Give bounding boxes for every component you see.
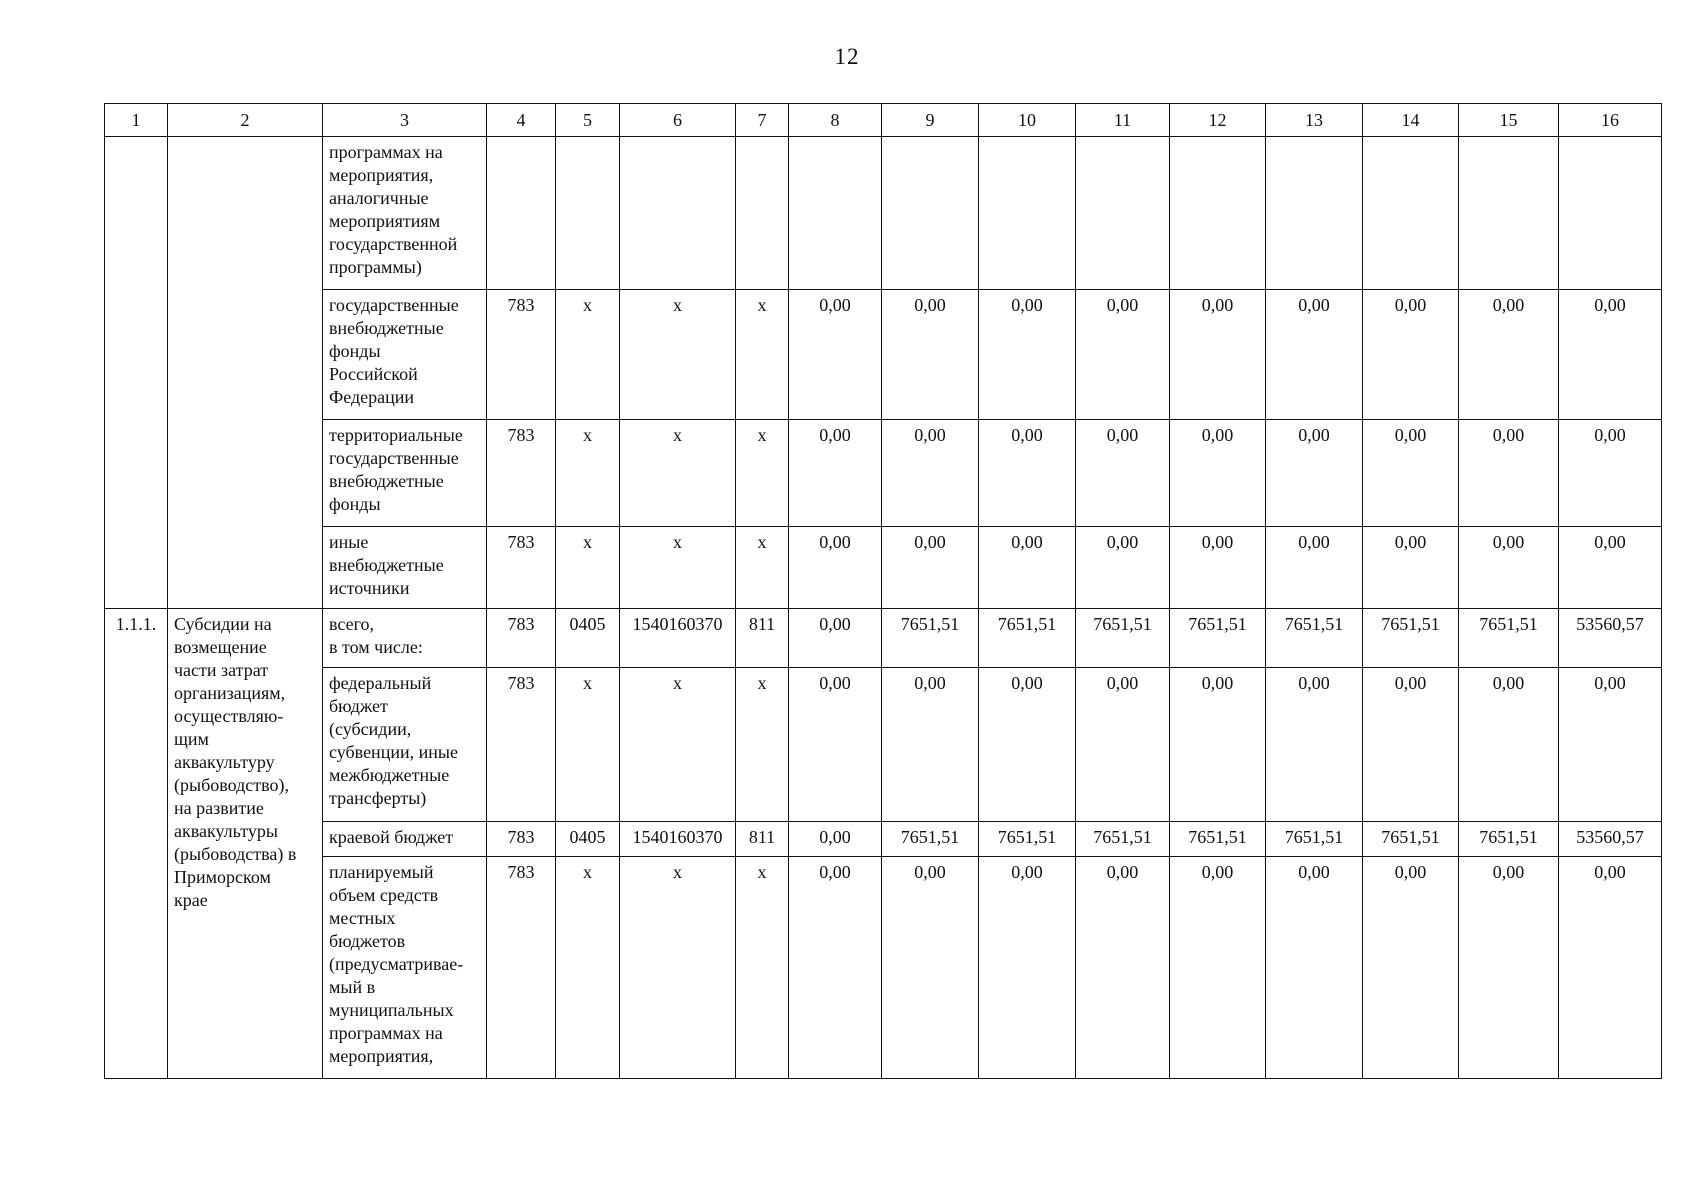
item-code-cell: [105, 137, 168, 609]
item-name-line: осуществляю-: [174, 706, 284, 726]
value-cell-col-5: 0405: [556, 822, 620, 857]
value-cell-col-7: х: [736, 857, 789, 1079]
table-row: [105, 609, 1662, 668]
value-cell-col-13: [1266, 137, 1363, 290]
value-cell-col-13: 0,00: [1266, 668, 1363, 822]
item-name-line: возмещение: [174, 637, 267, 657]
column-number-16: 16: [1559, 104, 1662, 137]
table-row: [105, 290, 1662, 420]
value-cell-col-8: [789, 137, 882, 290]
table-row: [105, 527, 1662, 609]
value-cell-col-14: 7651,51: [1363, 822, 1459, 857]
value-cell-col-9: 7651,51: [882, 822, 979, 857]
value-cell-col-13: 0,00: [1266, 527, 1363, 609]
value-cell-col-7: х: [736, 668, 789, 822]
funding-source-line: трансферты): [329, 788, 427, 808]
funding-source-line: внебюджетные: [329, 555, 444, 575]
funding-source-cell: [323, 420, 487, 527]
value-cell-col-4: 783: [487, 609, 556, 668]
value-cell-col-7: х: [736, 420, 789, 527]
value-cell-col-14: [1363, 137, 1459, 290]
funding-source-line: фонды: [329, 341, 381, 361]
item-name-line: (рыбоводства) в: [174, 844, 297, 864]
value-cell-col-14: 0,00: [1363, 420, 1459, 527]
funding-source-line: (субсидии,: [329, 719, 412, 739]
value-cell-col-12: [1170, 137, 1266, 290]
value-cell-col-5: х: [556, 527, 620, 609]
funding-source-line: иные: [329, 532, 369, 552]
item-name-line: Субсидии на: [174, 614, 272, 634]
funding-source-line: планируемый: [329, 862, 434, 882]
funding-source-line: мероприятиям: [329, 211, 441, 231]
funding-source-line: краевой бюджет: [329, 827, 454, 847]
funding-source-line: Российской: [329, 364, 418, 384]
value-cell-col-15: 7651,51: [1459, 609, 1559, 668]
value-cell-col-16: 0,00: [1559, 668, 1662, 822]
item-name-line: щим: [174, 729, 209, 749]
value-cell-col-5: х: [556, 668, 620, 822]
value-cell-col-4: 783: [487, 420, 556, 527]
value-cell-col-6: х: [620, 668, 736, 822]
value-cell-col-11: 7651,51: [1076, 609, 1170, 668]
column-number-14: 14: [1363, 104, 1459, 137]
value-cell-col-6: [620, 137, 736, 290]
value-cell-col-13: 0,00: [1266, 290, 1363, 420]
value-cell-col-4: 783: [487, 857, 556, 1079]
table-row: [105, 420, 1662, 527]
value-cell-col-5: 0405: [556, 609, 620, 668]
funding-source-line: муниципальных: [329, 1000, 454, 1020]
item-code-cell: 1.1.1.: [105, 609, 168, 1079]
value-cell-col-16: 0,00: [1559, 420, 1662, 527]
value-cell-col-7: х: [736, 290, 789, 420]
funding-source-line: субвенции, иные: [329, 742, 458, 762]
value-cell-col-11: [1076, 137, 1170, 290]
value-cell-col-10: 0,00: [979, 527, 1076, 609]
value-cell-col-8: 0,00: [789, 609, 882, 668]
value-cell-col-8: 0,00: [789, 668, 882, 822]
value-cell-col-10: 0,00: [979, 290, 1076, 420]
value-cell-col-5: х: [556, 290, 620, 420]
funding-source-cell: [323, 137, 487, 290]
value-cell-col-15: 0,00: [1459, 668, 1559, 822]
value-cell-col-4: 783: [487, 290, 556, 420]
column-number-3: 3: [323, 104, 487, 137]
column-number-7: 7: [736, 104, 789, 137]
funding-source-line: мый в: [329, 977, 376, 997]
value-cell-col-9: 0,00: [882, 290, 979, 420]
value-cell-col-4: [487, 137, 556, 290]
value-cell-col-12: 0,00: [1170, 668, 1266, 822]
item-name-line: аквакультуры: [174, 821, 278, 841]
item-name-cell: [168, 137, 323, 609]
value-cell-col-4: 783: [487, 822, 556, 857]
funding-source-cell: [323, 668, 487, 822]
funding-source-cell: [323, 290, 487, 420]
table-row: [105, 822, 1662, 857]
value-cell-col-9: 0,00: [882, 668, 979, 822]
value-cell-col-11: 0,00: [1076, 857, 1170, 1079]
value-cell-col-13: 0,00: [1266, 857, 1363, 1079]
value-cell-col-8: 0,00: [789, 527, 882, 609]
item-name-line: части затрат: [174, 660, 269, 680]
funding-source-line: источники: [329, 578, 410, 598]
funding-source-cell: [323, 609, 487, 668]
table-row: [105, 668, 1662, 822]
column-number-4: 4: [487, 104, 556, 137]
item-name-line: аквакультуру: [174, 752, 275, 772]
funding-source-line: государственные: [329, 295, 459, 315]
funding-source-line: (предусматривае-: [329, 954, 464, 974]
item-name-line: (рыбоводство),: [174, 775, 289, 795]
funding-source-line: программы): [329, 257, 422, 277]
value-cell-col-12: 0,00: [1170, 527, 1266, 609]
table-row: [105, 137, 1662, 290]
funding-source-line: внебюджетные: [329, 471, 444, 491]
value-cell-col-10: 7651,51: [979, 822, 1076, 857]
column-number-5: 5: [556, 104, 620, 137]
value-cell-col-13: 0,00: [1266, 420, 1363, 527]
value-cell-col-16: 53560,57: [1559, 609, 1662, 668]
funding-source-line: территориальные: [329, 425, 463, 445]
value-cell-col-6: х: [620, 290, 736, 420]
value-cell-col-9: [882, 137, 979, 290]
column-number-1: 1: [105, 104, 168, 137]
value-cell-col-9: 0,00: [882, 857, 979, 1079]
funding-source-line: бюджетов: [329, 931, 406, 951]
funding-source-line: государственные: [329, 448, 459, 468]
value-cell-col-13: 7651,51: [1266, 609, 1363, 668]
value-cell-col-12: 0,00: [1170, 420, 1266, 527]
table-row: [105, 857, 1662, 1079]
funding-source-cell: [323, 822, 487, 857]
value-cell-col-9: 0,00: [882, 527, 979, 609]
column-number-15: 15: [1459, 104, 1559, 137]
value-cell-col-10: 0,00: [979, 668, 1076, 822]
value-cell-col-12: 0,00: [1170, 857, 1266, 1079]
value-cell-col-16: 0,00: [1559, 857, 1662, 1079]
value-cell-col-15: 0,00: [1459, 290, 1559, 420]
value-cell-col-6: 1540160370: [620, 609, 736, 668]
item-name-cell: [168, 609, 323, 1079]
column-number-11: 11: [1076, 104, 1170, 137]
page-number: 12: [834, 44, 860, 69]
value-cell-col-15: 0,00: [1459, 527, 1559, 609]
table-body: [105, 104, 1662, 1079]
value-cell-col-10: 7651,51: [979, 609, 1076, 668]
value-cell-col-16: 0,00: [1559, 290, 1662, 420]
item-name-line: Приморском: [174, 867, 271, 887]
budget-table: [104, 103, 1662, 1079]
value-cell-col-6: 1540160370: [620, 822, 736, 857]
value-cell-col-8: 0,00: [789, 857, 882, 1079]
funding-source-line: программах на: [329, 142, 443, 162]
value-cell-col-11: 0,00: [1076, 527, 1170, 609]
value-cell-col-16: 0,00: [1559, 527, 1662, 609]
value-cell-col-15: 0,00: [1459, 857, 1559, 1079]
value-cell-col-5: [556, 137, 620, 290]
value-cell-col-7: 811: [736, 822, 789, 857]
value-cell-col-12: 0,00: [1170, 290, 1266, 420]
value-cell-col-8: 0,00: [789, 822, 882, 857]
column-number-2: 2: [168, 104, 323, 137]
value-cell-col-10: 0,00: [979, 857, 1076, 1079]
value-cell-col-6: х: [620, 420, 736, 527]
value-cell-col-11: 7651,51: [1076, 822, 1170, 857]
column-number-10: 10: [979, 104, 1076, 137]
value-cell-col-15: 0,00: [1459, 420, 1559, 527]
value-cell-col-11: 0,00: [1076, 290, 1170, 420]
value-cell-col-16: [1559, 137, 1662, 290]
funding-source-line: Федерации: [329, 387, 415, 407]
value-cell-col-11: 0,00: [1076, 668, 1170, 822]
item-name-line: крае: [174, 890, 208, 910]
value-cell-col-14: 7651,51: [1363, 609, 1459, 668]
funding-source-line: программах на: [329, 1023, 443, 1043]
value-cell-col-12: 7651,51: [1170, 822, 1266, 857]
value-cell-col-4: 783: [487, 527, 556, 609]
value-cell-col-16: 53560,57: [1559, 822, 1662, 857]
funding-source-line: федеральный: [329, 673, 432, 693]
funding-source-line: фонды: [329, 494, 381, 514]
value-cell-col-14: 0,00: [1363, 857, 1459, 1079]
value-cell-col-4: 783: [487, 668, 556, 822]
value-cell-col-14: 0,00: [1363, 290, 1459, 420]
funding-source-line: бюджет: [329, 696, 388, 716]
value-cell-col-7: 811: [736, 609, 789, 668]
value-cell-col-5: х: [556, 857, 620, 1079]
value-cell-col-6: х: [620, 857, 736, 1079]
value-cell-col-14: 0,00: [1363, 668, 1459, 822]
item-name-line: организациям,: [174, 683, 286, 703]
value-cell-col-7: х: [736, 527, 789, 609]
value-cell-col-9: 0,00: [882, 420, 979, 527]
value-cell-col-13: 7651,51: [1266, 822, 1363, 857]
funding-source-line: мероприятия,: [329, 165, 434, 185]
value-cell-col-10: [979, 137, 1076, 290]
funding-source-line: аналогичные: [329, 188, 429, 208]
funding-source-line: местных: [329, 908, 396, 928]
value-cell-col-5: х: [556, 420, 620, 527]
header-row: [105, 104, 1662, 137]
funding-source-line: государственной: [329, 234, 458, 254]
value-cell-col-10: 0,00: [979, 420, 1076, 527]
funding-source-line: внебюджетные: [329, 318, 444, 338]
value-cell-col-9: 7651,51: [882, 609, 979, 668]
value-cell-col-7: [736, 137, 789, 290]
column-number-6: 6: [620, 104, 736, 137]
funding-source-line: мероприятия,: [329, 1046, 434, 1066]
value-cell-col-15: [1459, 137, 1559, 290]
funding-source-line: всего,: [329, 614, 375, 634]
funding-source-line: в том числе:: [329, 637, 423, 657]
value-cell-col-8: 0,00: [789, 290, 882, 420]
value-cell-col-14: 0,00: [1363, 527, 1459, 609]
value-cell-col-11: 0,00: [1076, 420, 1170, 527]
value-cell-col-8: 0,00: [789, 420, 882, 527]
funding-source-cell: [323, 857, 487, 1079]
item-name-line: на развитие: [174, 798, 264, 818]
funding-source-line: межбюджетные: [329, 765, 450, 785]
value-cell-col-12: 7651,51: [1170, 609, 1266, 668]
column-number-9: 9: [882, 104, 979, 137]
funding-source-line: объем средств: [329, 885, 439, 905]
column-number-13: 13: [1266, 104, 1363, 137]
column-number-12: 12: [1170, 104, 1266, 137]
column-number-8: 8: [789, 104, 882, 137]
funding-source-cell: [323, 527, 487, 609]
value-cell-col-6: х: [620, 527, 736, 609]
value-cell-col-15: 7651,51: [1459, 822, 1559, 857]
